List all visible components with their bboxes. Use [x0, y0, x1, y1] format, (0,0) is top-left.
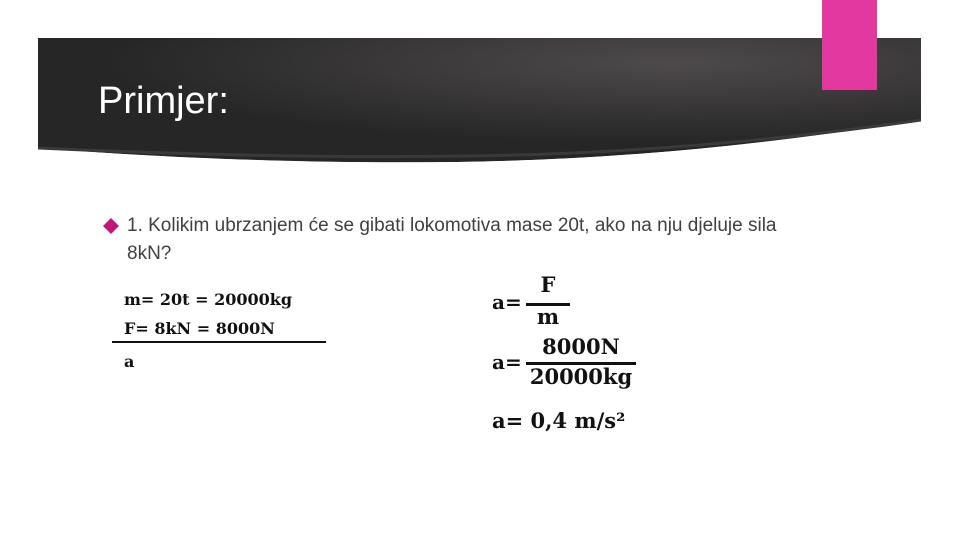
formula-1-lhs: a= [492, 290, 522, 314]
formula-1-denominator: m [536, 304, 560, 329]
formula-1-numerator: F [540, 272, 556, 297]
diamond-bullet-icon [103, 218, 119, 234]
given-divider-line [112, 341, 326, 343]
given-mass: m= 20t = 20000kg [124, 290, 293, 309]
bullet-text: 1. Kolikim ubrzanjem će se gibati lokomotiva mase 20t, ako na nju djeluje sila 8kN? [127, 215, 777, 264]
formula-result: a= 0,4 m/s² [492, 408, 626, 433]
given-unknown: a [124, 352, 135, 371]
accent-tab [822, 0, 877, 90]
given-force: F= 8kN = 8000N [124, 319, 275, 338]
formula-2-lhs: a= [492, 350, 522, 374]
formula-2-numerator: 8000N [542, 334, 620, 359]
slide-title: Primjer: [98, 80, 229, 122]
formula-2-denominator: 20000kg [529, 364, 633, 389]
